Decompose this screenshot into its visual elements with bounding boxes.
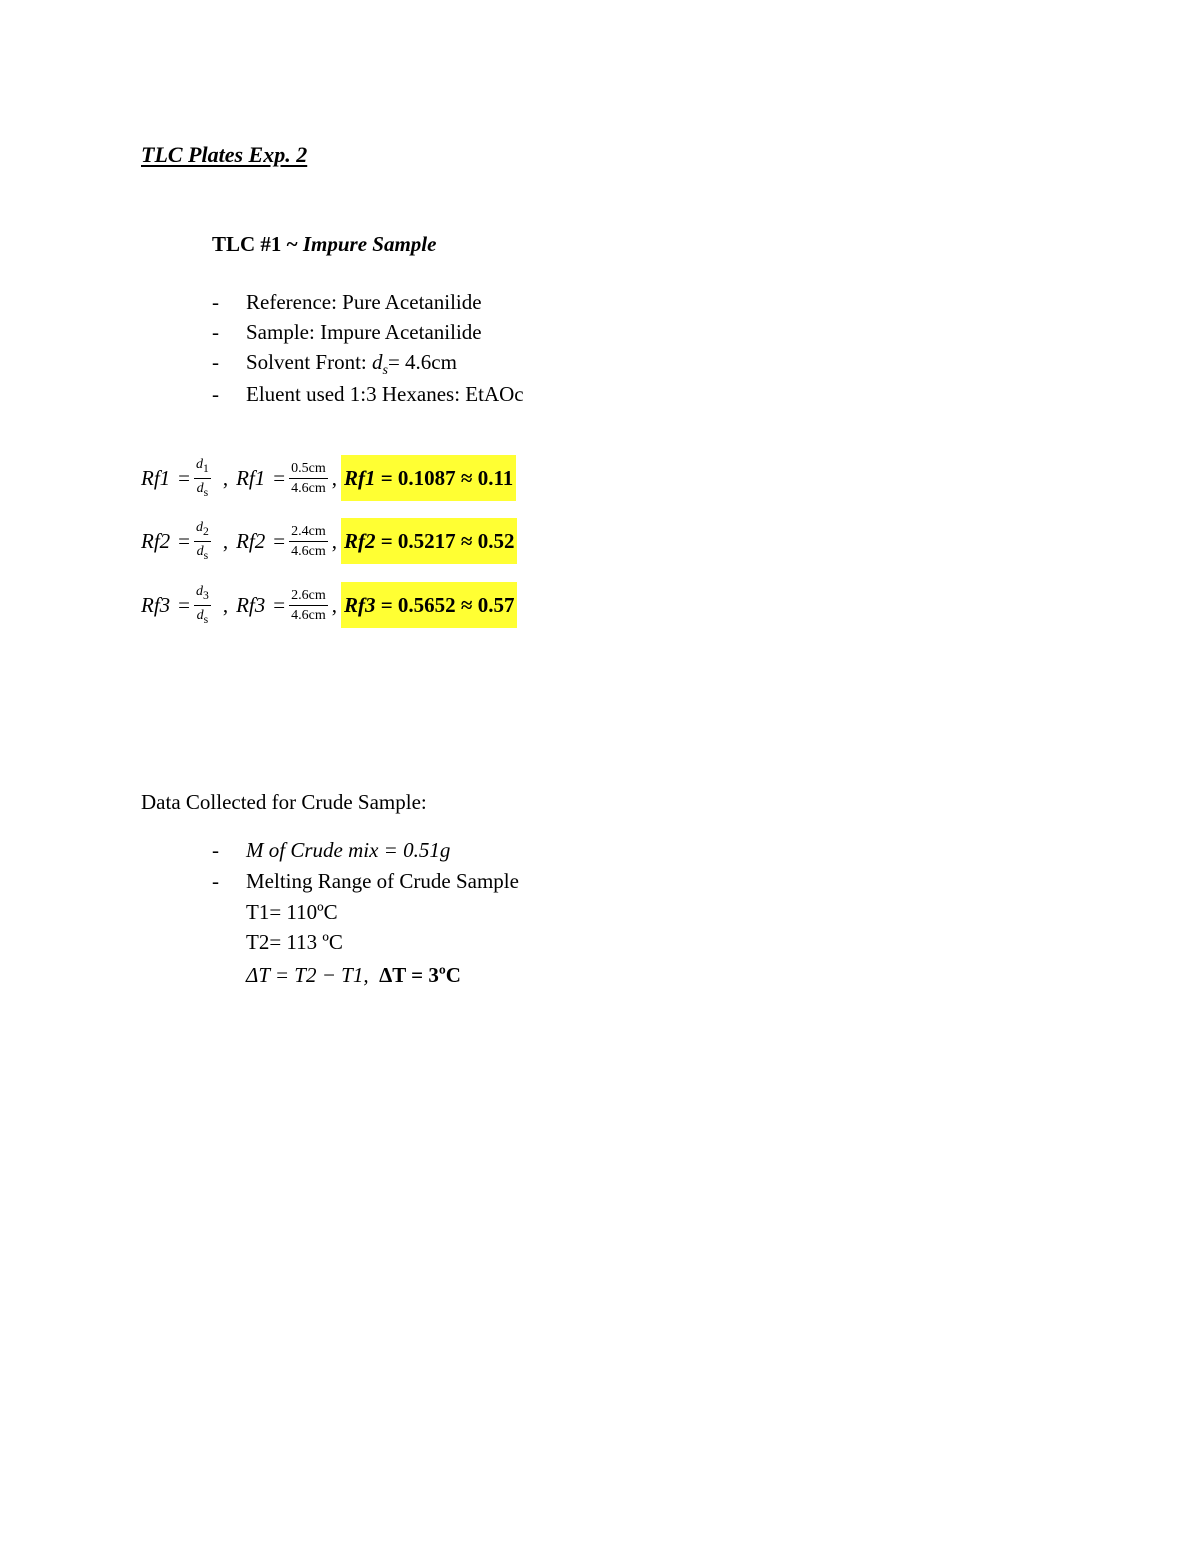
rf-formula-fraction [194, 519, 211, 564]
document-title: TLC Plates Exp. 2 [141, 142, 308, 167]
rf-calc-fraction [289, 460, 328, 497]
fraction-numerator-sub: 1 [203, 461, 209, 475]
rf-label: Rf1 [141, 465, 171, 490]
rf3-equation [141, 582, 517, 628]
comma: , [222, 528, 229, 553]
rf-calc-fraction [289, 523, 328, 560]
equals-sign: = [273, 528, 286, 553]
rf-label: Rf3 [236, 592, 266, 617]
comma: , [222, 465, 229, 490]
rf1-result-highlight [341, 455, 516, 501]
fraction-denominator-base: d [196, 480, 204, 496]
fraction-numerator-sub: 3 [203, 588, 209, 602]
fraction-denominator-sub: s [203, 612, 209, 626]
bullet-text: Melting Range of Crude Sample [246, 869, 519, 893]
result-value: = 0.1087 ≈ 0.11 [380, 465, 514, 490]
bullet-dash: - [212, 838, 219, 862]
calc-denominator: 4.6cm [291, 607, 326, 623]
rf-label: Rf1 [236, 465, 266, 490]
fraction-numerator-base: d [196, 519, 204, 535]
bullet-text: Reference: Pure Acetanilide [246, 290, 482, 314]
rf3-result-highlight [341, 582, 518, 628]
comma: , [331, 465, 337, 490]
result-label: Rf2 [343, 528, 376, 553]
rf-formula-fraction [194, 456, 211, 501]
rf-label: Rf2 [236, 528, 266, 553]
fraction-denominator-base: d [196, 543, 204, 559]
tlc-heading [212, 232, 436, 257]
equals-sign: = [178, 592, 191, 617]
tlc-heading-prefix: TLC #1 ~ [212, 232, 303, 256]
fraction-numerator-base: d [196, 583, 204, 599]
fraction-denominator-sub: s [203, 548, 209, 562]
bullet-dash: - [212, 869, 219, 893]
rf-label: Rf2 [141, 528, 171, 553]
bullet-dash: - [212, 320, 219, 344]
comma: , [331, 528, 337, 553]
crude-heading: Data Collected for Crude Sample: [141, 790, 427, 814]
bullet-reference [212, 290, 812, 316]
calc-numerator: 0.5cm [289, 460, 328, 479]
result-label: Rf3 [343, 592, 376, 617]
equals-sign: = [273, 592, 286, 617]
equals-sign: = [178, 528, 191, 553]
calc-numerator: 2.6cm [289, 587, 328, 606]
rf2-result-highlight [341, 518, 518, 564]
calc-denominator: 4.6cm [291, 480, 326, 496]
solvent-front-label: Solvent Front: [246, 350, 373, 374]
bullet-text: M of Crude mix = 0.51g [246, 838, 451, 862]
calc-numerator: 2.4cm [289, 523, 328, 542]
bullet-eluent [212, 382, 812, 408]
bullet-sample [212, 320, 812, 346]
solvent-front-value: = 4.6cm [387, 350, 457, 374]
t2-value: T2= 113 ºC [246, 930, 343, 954]
bullet-dash: - [212, 290, 219, 314]
result-value: = 0.5652 ≈ 0.57 [380, 592, 515, 617]
bullet-crude-mass [212, 838, 812, 866]
result-label: Rf1 [343, 465, 376, 490]
rf-label: Rf3 [141, 592, 171, 617]
equals-sign: = [273, 465, 286, 490]
equals-sign: = [178, 465, 191, 490]
rf1-equation [141, 455, 516, 501]
delta-t-equation: ΔT = T2 − T1, [246, 963, 369, 987]
bullet-text [246, 350, 457, 379]
result-value: = 0.5217 ≈ 0.52 [380, 528, 515, 553]
comma: , [222, 592, 229, 617]
solvent-front-subscript: s [382, 363, 388, 379]
bullet-dash: - [212, 350, 219, 374]
delta-t-line [246, 963, 461, 988]
rf-formula-fraction [194, 583, 211, 628]
rf2-equation [141, 518, 517, 564]
bullet-solvent-front [212, 350, 812, 378]
fraction-numerator-sub: 2 [203, 524, 209, 538]
delta-t-result: ΔT = 3ºC [379, 963, 461, 987]
comma: , [331, 592, 337, 617]
t1-value: T1= 110ºC [246, 900, 338, 924]
bullet-melting-range [212, 869, 812, 895]
bullet-text: Sample: Impure Acetanilide [246, 320, 482, 344]
fraction-denominator-base: d [196, 607, 204, 623]
tlc-heading-emphasis: Impure Sample [302, 232, 437, 256]
bullet-text: Eluent used 1:3 Hexanes: EtAOc [246, 382, 524, 406]
solvent-front-symbol: d [372, 350, 383, 374]
calc-denominator: 4.6cm [291, 543, 326, 559]
fraction-numerator-base: d [196, 456, 204, 472]
rf-calc-fraction [289, 587, 328, 624]
fraction-denominator-sub: s [203, 485, 209, 499]
bullet-dash: - [212, 382, 219, 406]
